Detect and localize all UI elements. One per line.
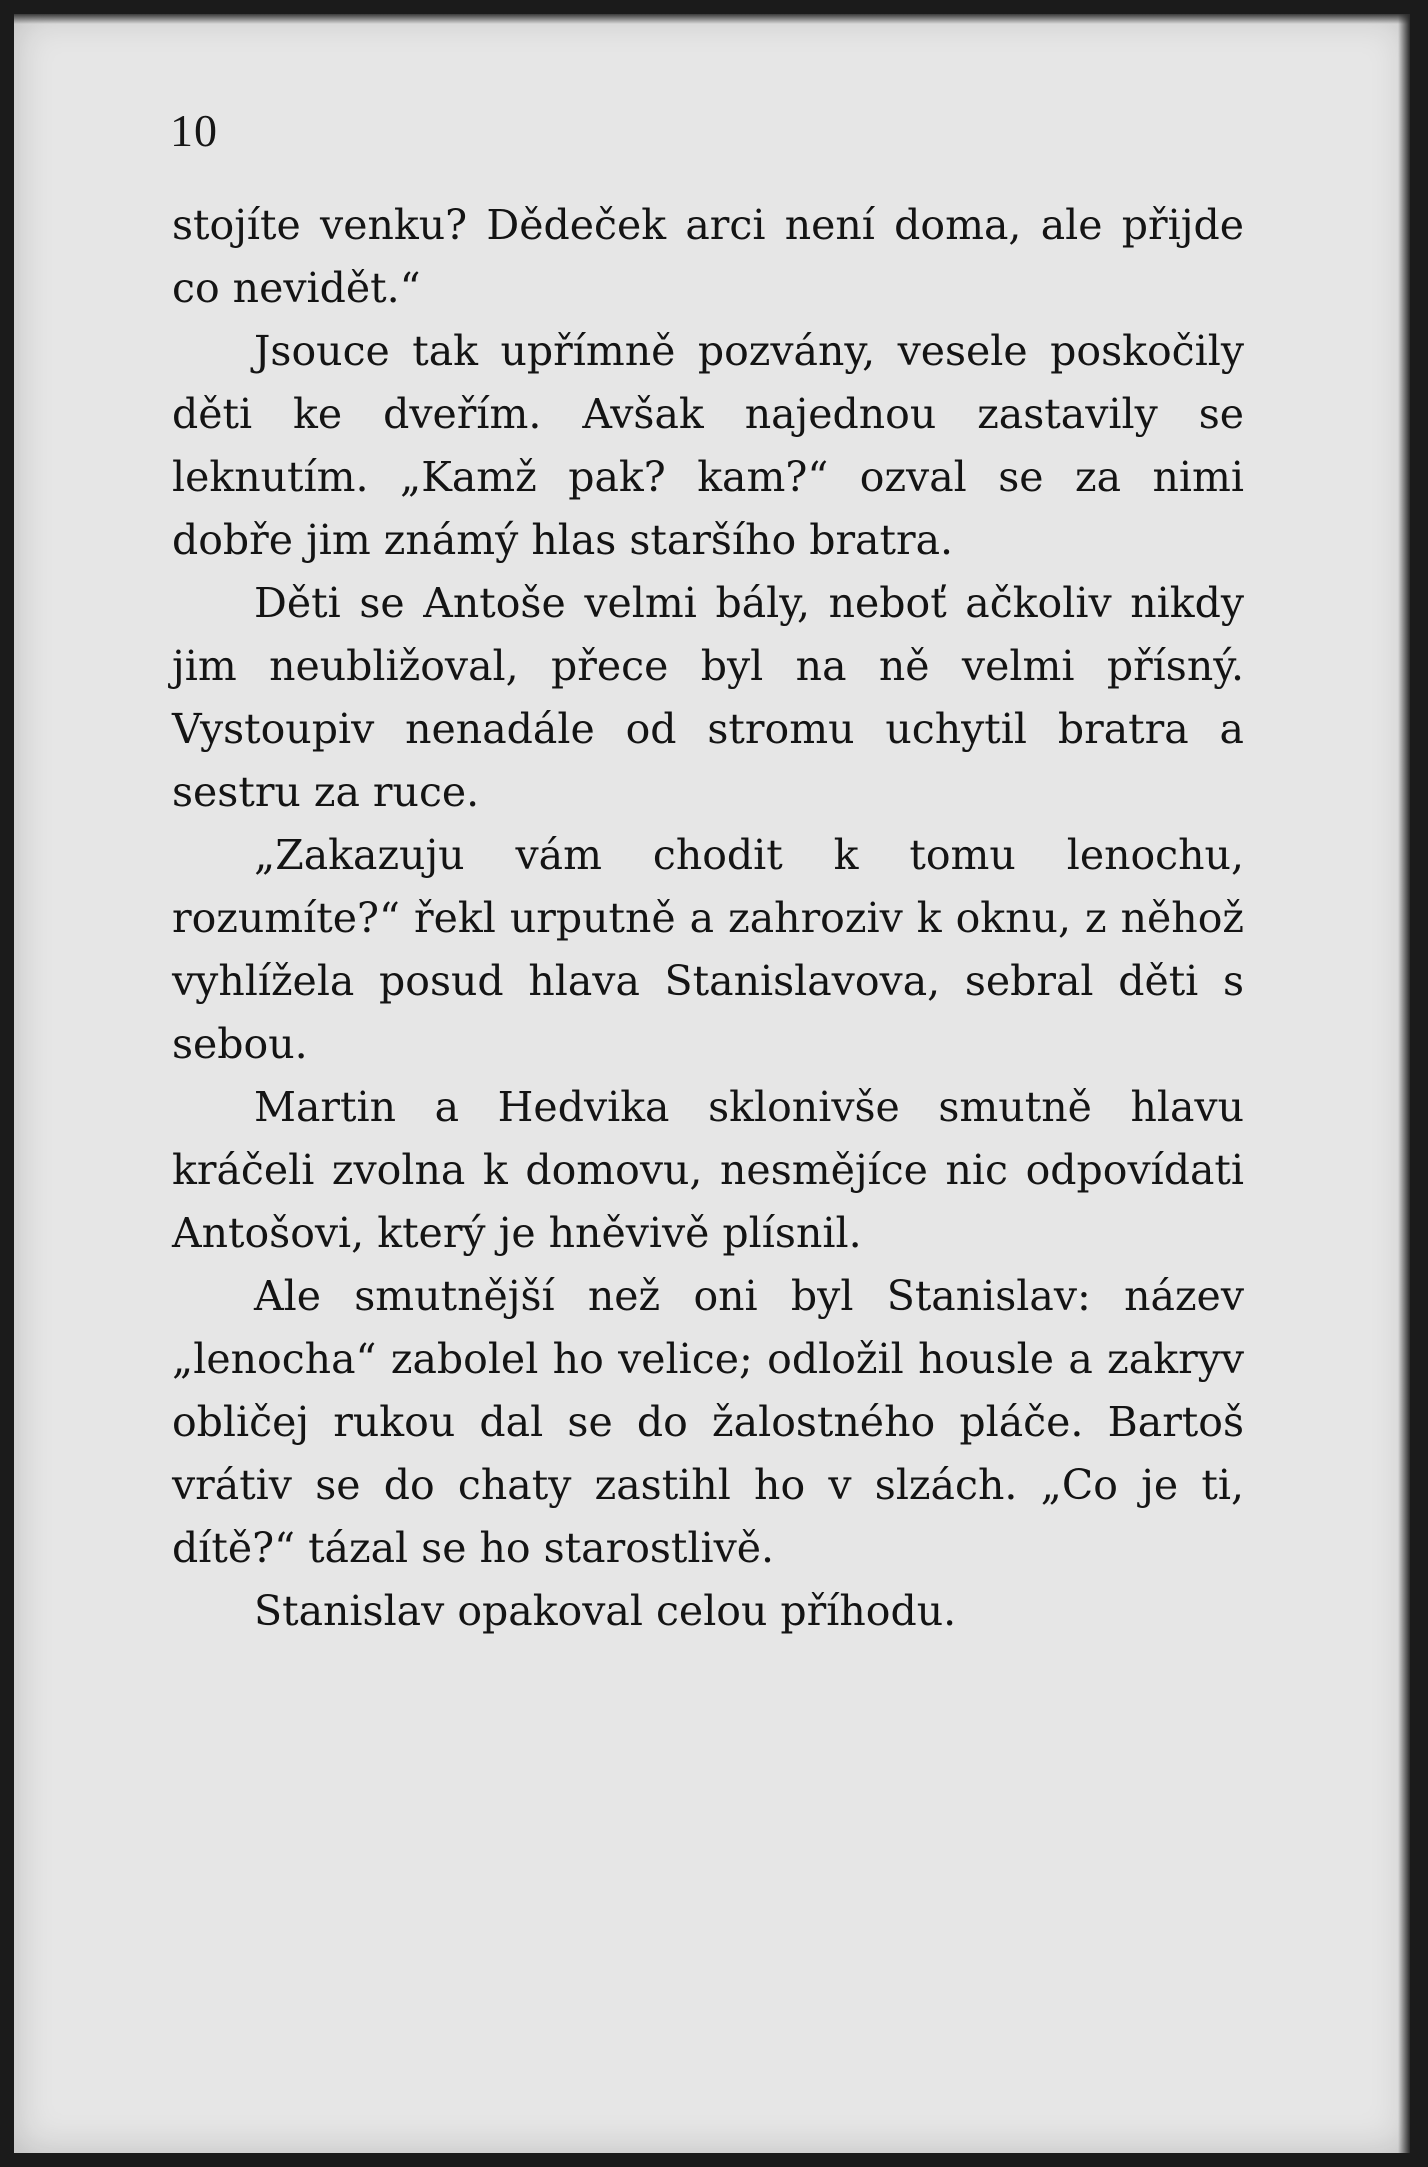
paragraph: Děti se Antoše velmi bály, neboť ačkoliv nikdy jim neubližoval, přece byl na ně velmi přísný. Vystoupiv nenadále od stromu uchytil bratra a sestru za ruce. [172, 579, 1244, 816]
scan-right-edge [1398, 14, 1410, 2153]
paragraph: stojíte venku? Dědeček arci není doma, ale přijde co nevidět.“ [172, 201, 1244, 312]
paragraph: „Zakazuju vám chodit k tomu lenochu, rozumíte?“ řekl urputně a zahroziv k oknu, z něhož vyhlížela posud hlava Stanislavova, sebral děti s sebou. [172, 831, 1244, 1068]
paragraph: Jsouce tak upřímně pozvány, vesele poskočily děti ke dveřím. Avšak najednou zastavily se leknutím. „Kamž pak? kam?“ ozval se za nimi dobře jim známý hlas staršího bratra. [172, 327, 1244, 564]
scan-top-edge [14, 14, 1410, 24]
paragraph: Stanislav opakoval celou příhodu. [254, 1587, 957, 1635]
paragraph: Martin a Hedvika sklonivše smutně hlavu kráčeli zvolna k domovu, nesmějíce nic odpovídati Antošovi, který je hněvivě plísnil. [172, 1083, 1244, 1257]
book-page [14, 14, 1410, 2153]
body-text [172, 194, 1244, 1643]
page-number: 10 [170, 105, 218, 156]
paragraph: Ale smutnější než oni byl Stanislav: název „lenocha“ zabolel ho velice; odložil housle a zakryv obličej rukou dal se do žalostného pláče. Bartoš vrátiv se do chaty zastihl ho v slzách. „Co je ti, dítě?“ tázal se ho starostlivě. [172, 1272, 1244, 1572]
